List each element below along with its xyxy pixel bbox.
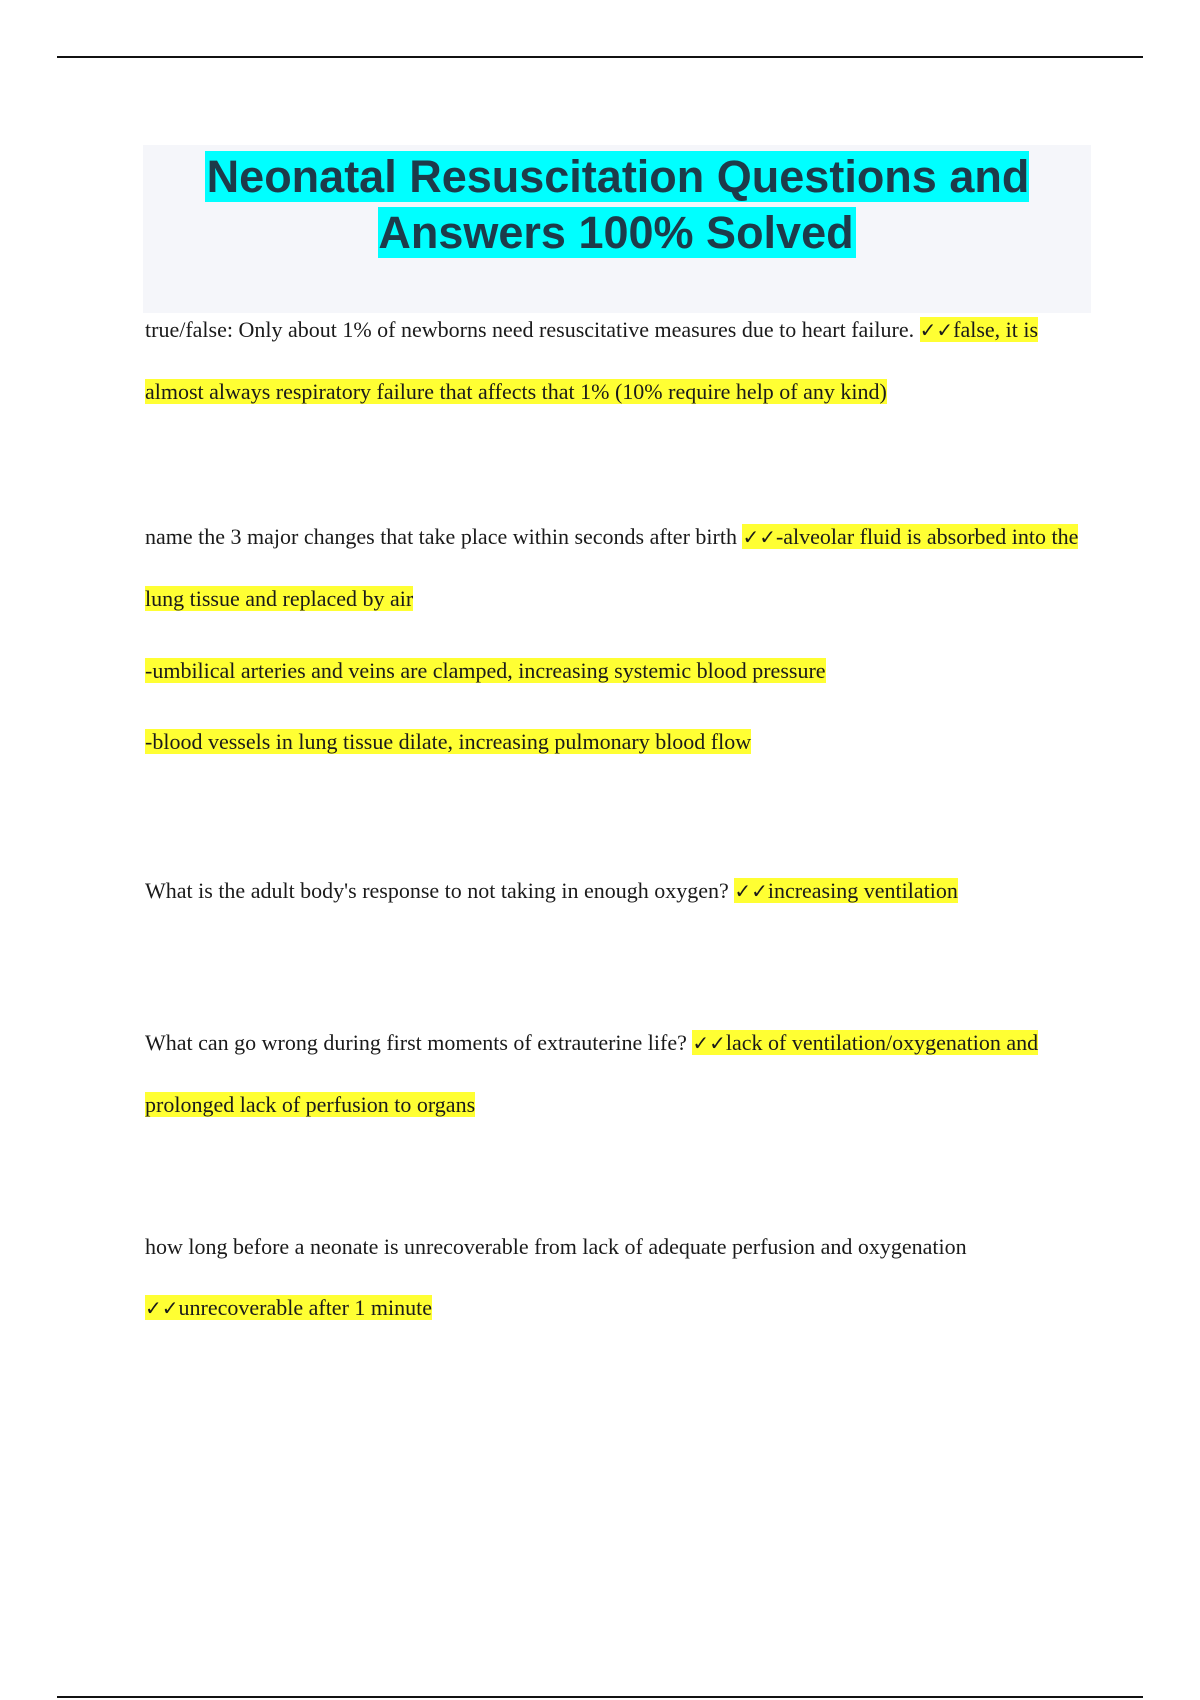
header-rule xyxy=(57,56,1143,58)
check-icon: ✓✓ xyxy=(734,879,768,903)
answer-text: -alveolar fluid is absorbed into the lung tissue and replaced by air xyxy=(145,524,1079,611)
title-highlight: Neonatal Resuscitation Questions and Answers 100% Solved xyxy=(206,151,1030,258)
question-text: true/false: Only about 1% of newborns need resuscitative measures due to heart failure. xyxy=(145,317,920,342)
answer-highlight xyxy=(145,1295,432,1320)
footer-rule xyxy=(57,1696,1143,1698)
qa-item-3 xyxy=(145,860,1090,922)
answer-text: lack of ventilation/oxygenation and prolonged lack of perfusion to organs xyxy=(145,1030,1039,1117)
question-text: how long before a neonate is unrecoverable from lack of adequate perfusion and oxygenation xyxy=(145,1234,967,1259)
document-title xyxy=(143,145,1091,261)
question-text: name the 3 major changes that take place within seconds after birth xyxy=(145,524,743,549)
answer-line xyxy=(145,711,1090,772)
answer-text: increasing ventilation xyxy=(767,878,958,903)
qa-item-5 xyxy=(145,1216,1090,1339)
qa-item-2 xyxy=(145,506,1090,772)
qa-item-1 xyxy=(145,299,1090,422)
check-icon: ✓✓ xyxy=(145,1296,179,1320)
qa-item-4 xyxy=(145,1012,1090,1135)
answer-text: -blood vessels in lung tissue dilate, increasing pulmonary blood flow xyxy=(145,729,752,754)
check-icon: ✓✓ xyxy=(742,525,776,549)
check-icon: ✓✓ xyxy=(919,318,954,342)
title-banner xyxy=(143,145,1091,313)
check-icon: ✓✓ xyxy=(692,1031,726,1055)
answer-line xyxy=(145,640,1090,701)
question-text: What is the adult body's response to not taking in enough oxygen? xyxy=(145,878,735,903)
answer-text: -umbilical arteries and veins are clamped, increasing systemic blood pressure xyxy=(145,658,826,683)
answer-text: false, it is almost always respiratory failure that affects that 1% (10% require help of any kind) xyxy=(145,317,1039,404)
answer-highlight xyxy=(734,878,958,903)
question-text: What can go wrong during first moments of extrauterine life? xyxy=(145,1030,693,1055)
answer-text: unrecoverable after 1 minute xyxy=(178,1295,432,1320)
